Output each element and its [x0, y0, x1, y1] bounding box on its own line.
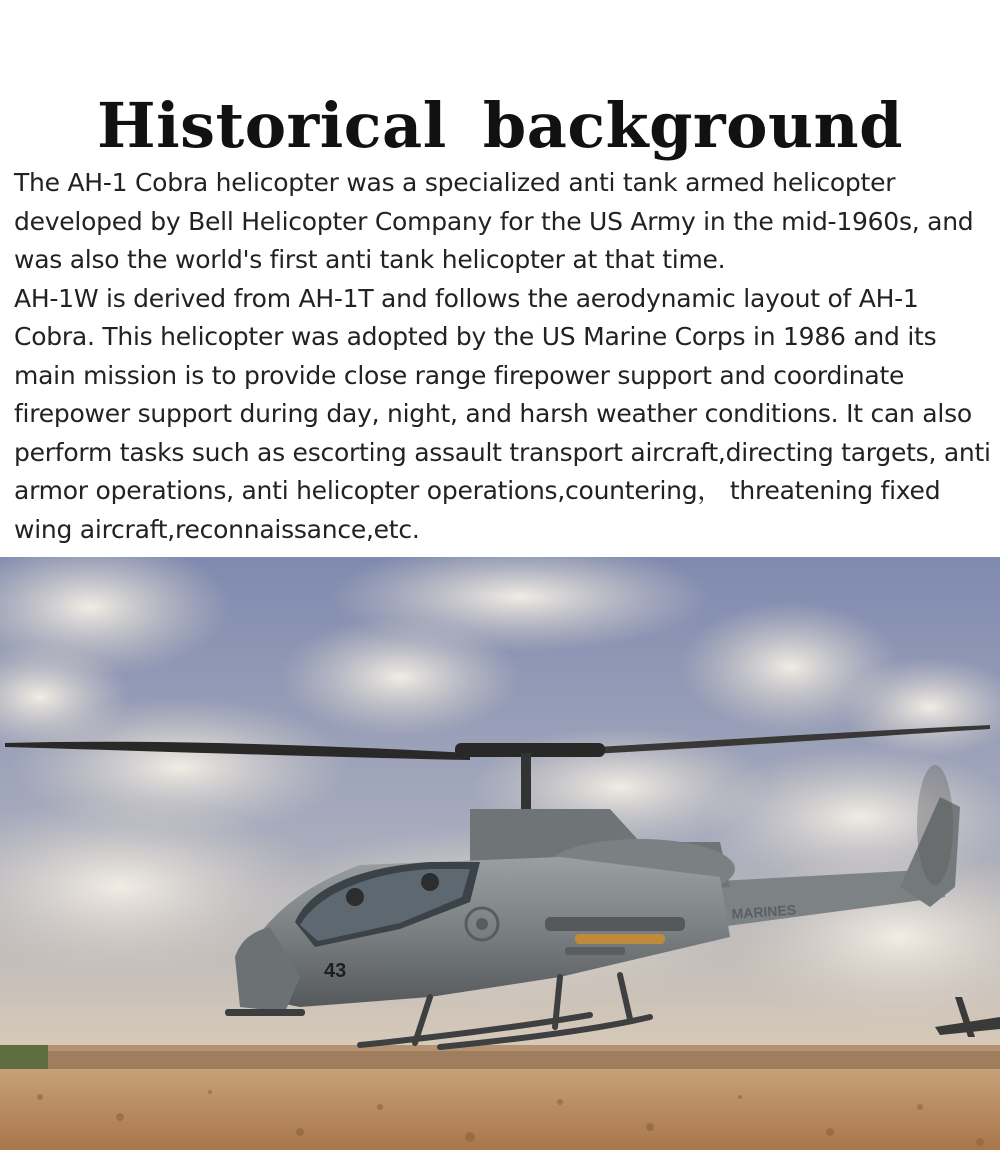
paragraph-ah1w: AH-1W is derived from AH-1T and follows the aerodynamic layout of AH-1 Cobra. This helicopter was adopted by the US Marine Corps in 1986 and its main mission is to provide close range firepower support and coordinate firepower support during day, night, and harsh weather conditions. It can also perform tasks such as escorting assault transport aircraft,directing targets, anti armor operations, anti helicopter operations,countering， threatening fixed wing aircraft,reconnaissance,etc. [14, 283, 991, 544]
helicopter-illustration [0, 557, 1000, 1150]
helicopter-photo [0, 557, 1000, 1150]
page-title: Historical background [97, 88, 903, 162]
ground [0, 1069, 1000, 1150]
paragraph-history: The AH-1 Cobra helicopter was a specialized anti tank armed helicopter developed by Bell Helicopter Company for the US Army in the mid-1960s, and was also the world's first anti tank helicopter at that time. [14, 168, 974, 274]
description-text [14, 164, 994, 549]
barrier-wall [0, 1045, 1000, 1071]
tail-number: 43 [324, 960, 347, 982]
fuselage-marking: MARINES [731, 901, 797, 922]
